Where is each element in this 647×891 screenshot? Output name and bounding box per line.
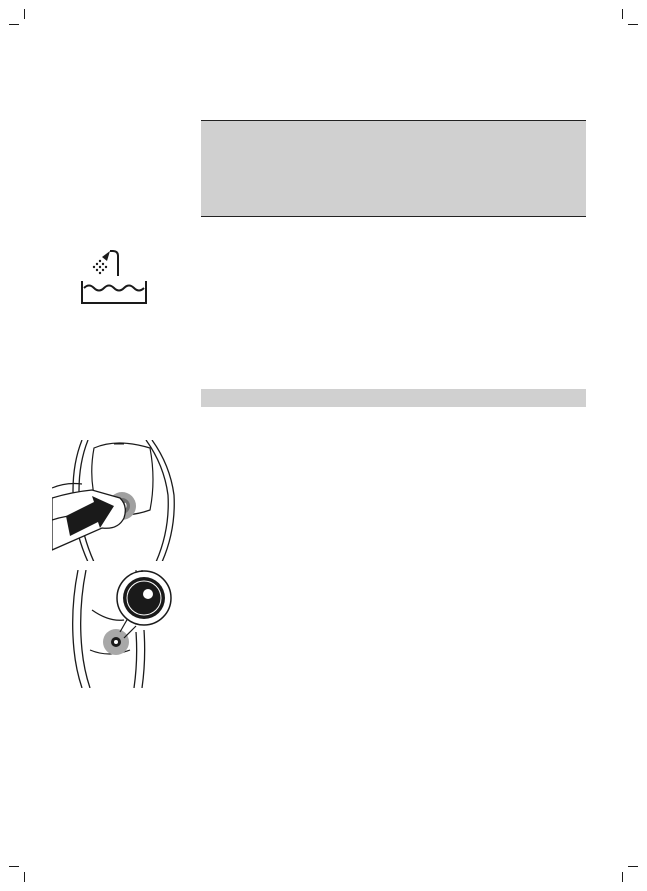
crop-mark-top-right-v bbox=[622, 9, 623, 19]
crop-mark-top-right-h bbox=[628, 24, 638, 25]
notice-box bbox=[201, 120, 586, 217]
crop-mark-bottom-right-h bbox=[628, 866, 638, 867]
power-button-press-illustration bbox=[52, 440, 184, 562]
crop-mark-bottom-right-v bbox=[622, 872, 623, 882]
power-button-light-illustration bbox=[64, 570, 176, 688]
crop-mark-bottom-left-v bbox=[24, 872, 25, 882]
crop-mark-bottom-left-h bbox=[9, 866, 19, 867]
crop-mark-top-left-v bbox=[24, 9, 25, 19]
section-bar bbox=[201, 389, 586, 407]
crop-mark-top-left-h bbox=[9, 24, 19, 25]
shower-bath-icon bbox=[80, 248, 150, 308]
